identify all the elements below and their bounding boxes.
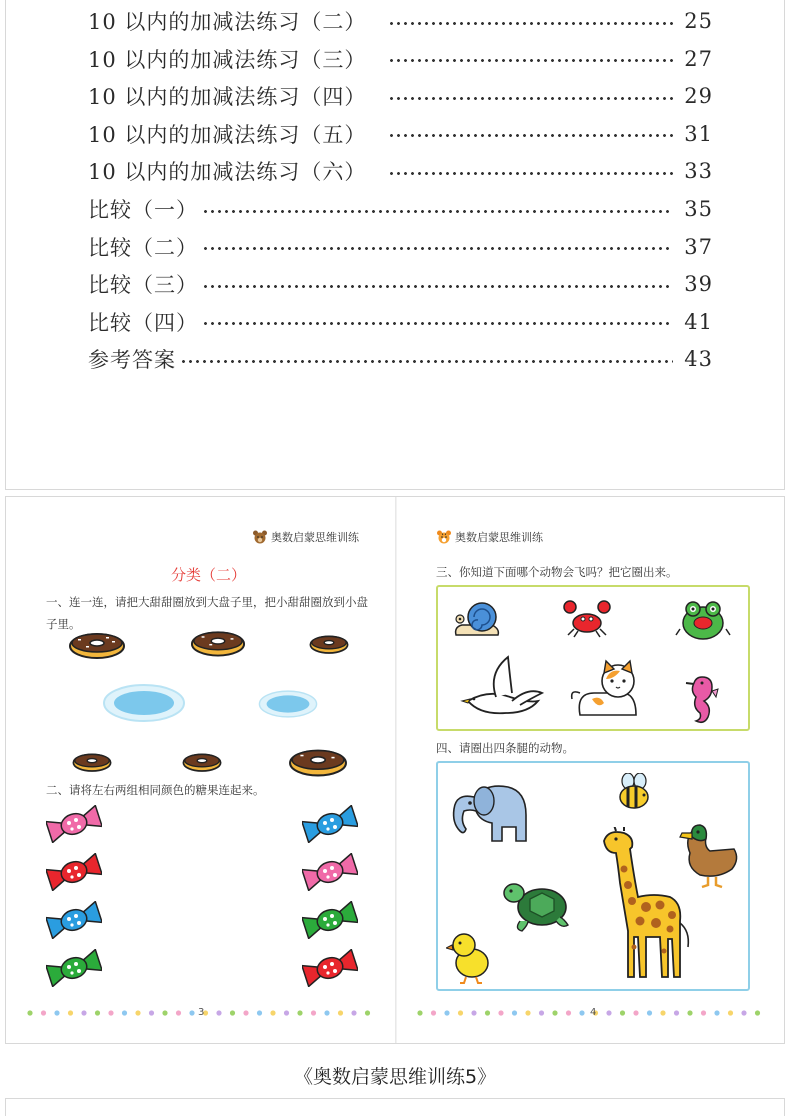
toc-entry-title: 比较（二） [88,235,198,260]
toc-leader-dots [202,247,673,250]
toc-leader-dots [202,210,673,213]
elephant-icon[interactable] [446,775,532,847]
candy-icon[interactable] [302,805,358,843]
left-header-text: 奥数启蒙思维训练 [271,531,359,544]
snail-icon[interactable] [452,599,504,639]
four-legged-animals-box [436,761,750,991]
frog-icon[interactable] [674,597,732,643]
seahorse-icon[interactable] [682,671,722,727]
toc-leader-dots [388,59,673,62]
toc-leader-dots [180,360,673,363]
large-plate[interactable] [102,683,186,723]
candy-icon[interactable] [302,853,358,891]
toc-leader-dots [202,322,673,325]
book-spread [5,496,785,1044]
toc-entry-page: 41 [684,309,713,334]
toc-entry-page: 27 [684,46,713,71]
toc-leader-dots [202,285,673,288]
next-panel-edge [5,1098,785,1116]
toc-leader-dots [388,97,673,100]
toc-entry-title: 10 以内的加减法练习（二） [88,10,367,34]
right-page [396,497,784,1043]
candy-icon[interactable] [46,949,102,987]
candy-icon[interactable] [46,853,102,891]
toc-entry[interactable] [88,156,713,186]
candy-icon[interactable] [302,901,358,939]
toc-leader-dots [388,172,673,175]
toc-entry[interactable] [88,119,713,149]
question-3-text: 三、你知道下面哪个动物会飞吗？把它圈出来。 [436,565,678,579]
chick-icon[interactable] [446,929,492,985]
question-4-text: 四、请圈出四条腿的动物。 [436,741,574,755]
toc-entry[interactable] [88,194,713,224]
toc-entry-page: 29 [684,84,713,109]
cat-icon[interactable] [570,659,646,721]
toc-leader-dots [388,134,673,137]
toc-entry[interactable] [88,307,713,337]
small-donut[interactable] [72,751,112,773]
flying-animals-box [436,585,750,731]
candy-icon[interactable] [302,949,358,987]
toc-entry-page: 43 [684,347,713,372]
large-donut[interactable] [288,746,348,778]
toc-entry-title: 10 以内的加减法练习（六） [88,160,367,185]
left-page [6,497,396,1043]
small-donut[interactable] [309,633,349,655]
toc-leader-dots [388,22,673,25]
small-donut[interactable] [182,751,222,773]
toc-entry[interactable] [88,6,713,36]
toc-entry-page: 39 [684,272,713,297]
candy-icon[interactable] [46,901,102,939]
toc-entry[interactable] [88,232,713,262]
right-page-header [436,529,543,545]
book-caption: 《奥数启蒙思维训练5》 [293,1066,497,1088]
toc-entry-page: 35 [684,197,713,221]
seagull-icon[interactable] [458,653,544,723]
question-2-text: 二、请将左右两组相同颜色的糖果连起来。 [46,783,265,797]
toc-entry[interactable] [88,81,713,111]
large-donut[interactable] [190,628,246,658]
toc-entry-page: 33 [684,159,713,184]
toc-entry-title: 参考答案 [88,348,176,373]
toc-entry-title: 10 以内的加减法练习（五） [88,122,367,147]
toc-entry[interactable] [88,269,713,299]
toc-entry-title: 10 以内的加减法练习（三） [88,47,367,72]
section-title: 分类（二） [171,566,247,584]
turtle-icon[interactable] [502,875,574,935]
crab-icon[interactable] [562,599,612,639]
toc-entry-title: 比较（一） [88,198,198,222]
toc-entry-title: 比较（三） [88,273,198,298]
toc-entry-title: 10 以内的加减法练习（四） [88,85,367,110]
bee-icon[interactable] [614,773,654,811]
small-plate[interactable] [258,689,318,719]
right-header-text: 奥数启蒙思维训练 [455,531,543,544]
giraffe-icon[interactable] [594,827,694,987]
toc-entry[interactable] [88,44,713,74]
question-1-text: 一、连一连，请把大甜甜圈放到大盘子里，把小甜甜圈放到小盘子里。 [46,595,368,631]
tiger-icon [436,530,452,544]
candy-icon[interactable] [46,805,102,843]
toc-entry-page: 37 [684,234,713,259]
toc-entry-title: 比较（四） [88,310,198,335]
toc-panel [5,0,785,490]
bear-icon [252,530,268,544]
page-number: 4 [590,1007,597,1018]
left-page-header [252,529,359,545]
page-number: 3 [198,1007,205,1018]
toc-entry-page: 31 [684,121,713,146]
toc-entry-page: 25 [684,9,713,33]
toc-entry[interactable] [88,344,713,374]
large-donut[interactable] [68,630,126,660]
